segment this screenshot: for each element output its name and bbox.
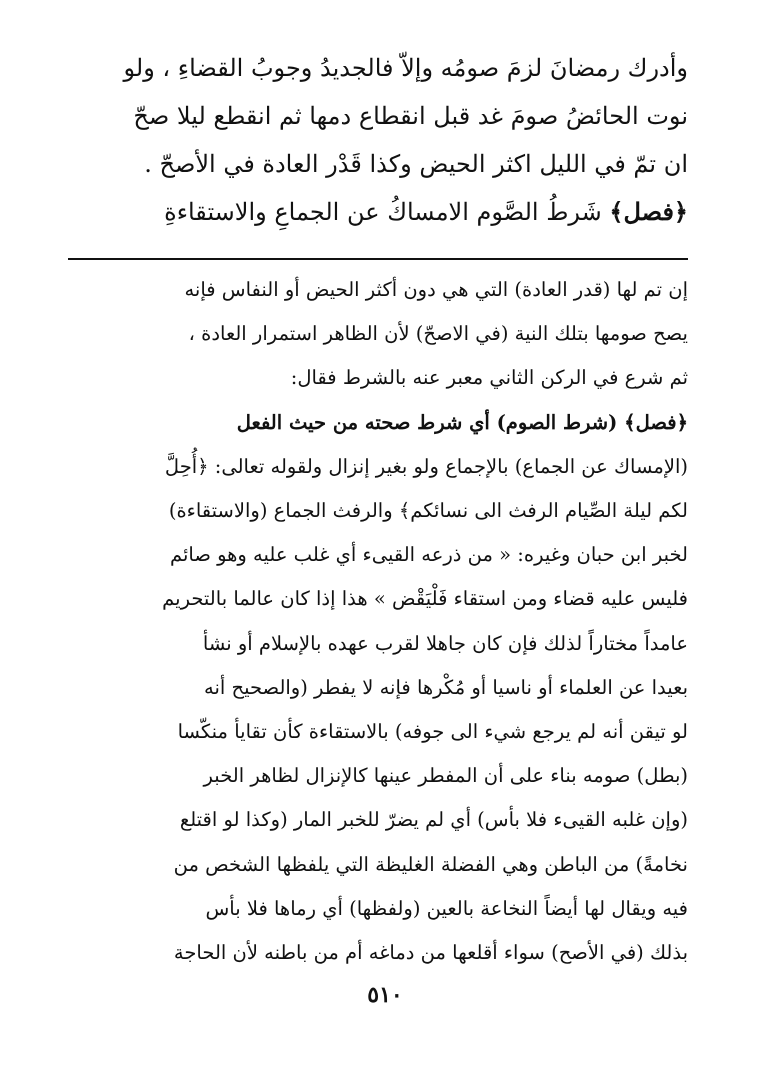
fasl-heading-line: [70, 188, 688, 236]
commentary-line: إن تم لها (قدر العادة) التي هي دون أكثر الحيض أو النفاس فإنه: [184, 278, 688, 301]
main-text-line: ان تمّ في الليل اكثر الحيض وكذا قَدْر العادة في الأصحّ .: [144, 150, 688, 178]
commentary-line: ثم شرع في الركن الثاني معبر عنه بالشرط فقال:: [290, 366, 688, 390]
commentary-line: (بطل) صومه بناء على أن المفطر عينها كالإنزال لظاهر الخبر: [203, 764, 688, 788]
commentary-block: [68, 268, 688, 975]
commentary-line: لكم ليلة الصِّيام الرفث الى نسائكم﴾ والرفث الجماع (والاستقاءة): [168, 499, 688, 523]
commentary-line: (الإمساك عن الجماع) بالإجماع ولو بغير إنزال ولقوله تعالى: ﴿أُحِلَّ: [164, 454, 688, 478]
commentary-line: عامداً مختاراً لذلك فإن كان جاهلا لقرب عهده بالإسلام أو نشأ: [202, 631, 688, 655]
main-text-block: [70, 44, 688, 236]
main-text-line: نوت الحائضُ صومَ غد قبل انقطاع دمها ثم انقطع ليلا صحّ: [133, 102, 688, 130]
commentary-line: بذلك (في الأصح) سواء أقلعها من دماغه أم من باطنه لأن الحاجة: [173, 941, 688, 965]
commentary-line: ﴿فصل﴾ (شرط الصوم) أي شرط صحته من حيث الفعل: [236, 410, 688, 434]
commentary-line: فليس عليه قضاء ومن استقاء فَلْيَقْض » هذا إذا كان عالما بالتحريم: [162, 587, 688, 611]
commentary-line: فيه ويقال لها أيضاً النخاعة بالعين (ولفظها) أي رماها فلا بأس: [205, 896, 688, 920]
fasl-heading: ﴿فصل﴾: [609, 197, 688, 226]
commentary-line: نخامةً) من الباطن وهي الفضلة الغليظة التي يلفظها الشخص من: [173, 852, 688, 876]
fasl-heading-text: شَرطُ الصَّوم الامساكُ عن الجماعِ والاستقاءةِ: [164, 198, 602, 226]
section-divider: [68, 258, 688, 260]
commentary-line: لو تيقن أنه لم يرجع شيء الى جوفه) بالاستقاءة كأن تقايأ منكّسا: [177, 720, 688, 744]
page-number: ٥١٠: [367, 982, 403, 1008]
commentary-line: يصح صومها بتلك النية (في الاصحّ) لأن الظاهر استمرار العادة ،: [188, 322, 688, 346]
main-text-line: وأدرك رمضانَ لزمَ صومُه وإلاّ فالجديدُ وجوبُ القضاءِ ، ولو: [123, 54, 688, 82]
commentary-line: بعيدا عن العلماء أو ناسيا أو مُكْرها فإنه لا يفطر (والصحيح أنه: [203, 675, 688, 699]
commentary-line: لخبر ابن حبان وغيره: « من ذرعه القيىء أي غلب عليه وهو صائم: [169, 543, 688, 567]
commentary-line: (وإن غلبه القيىء فلا بأس) أي لم يضرّ للخبر المار (وكذا لو اقتلع: [179, 808, 688, 832]
